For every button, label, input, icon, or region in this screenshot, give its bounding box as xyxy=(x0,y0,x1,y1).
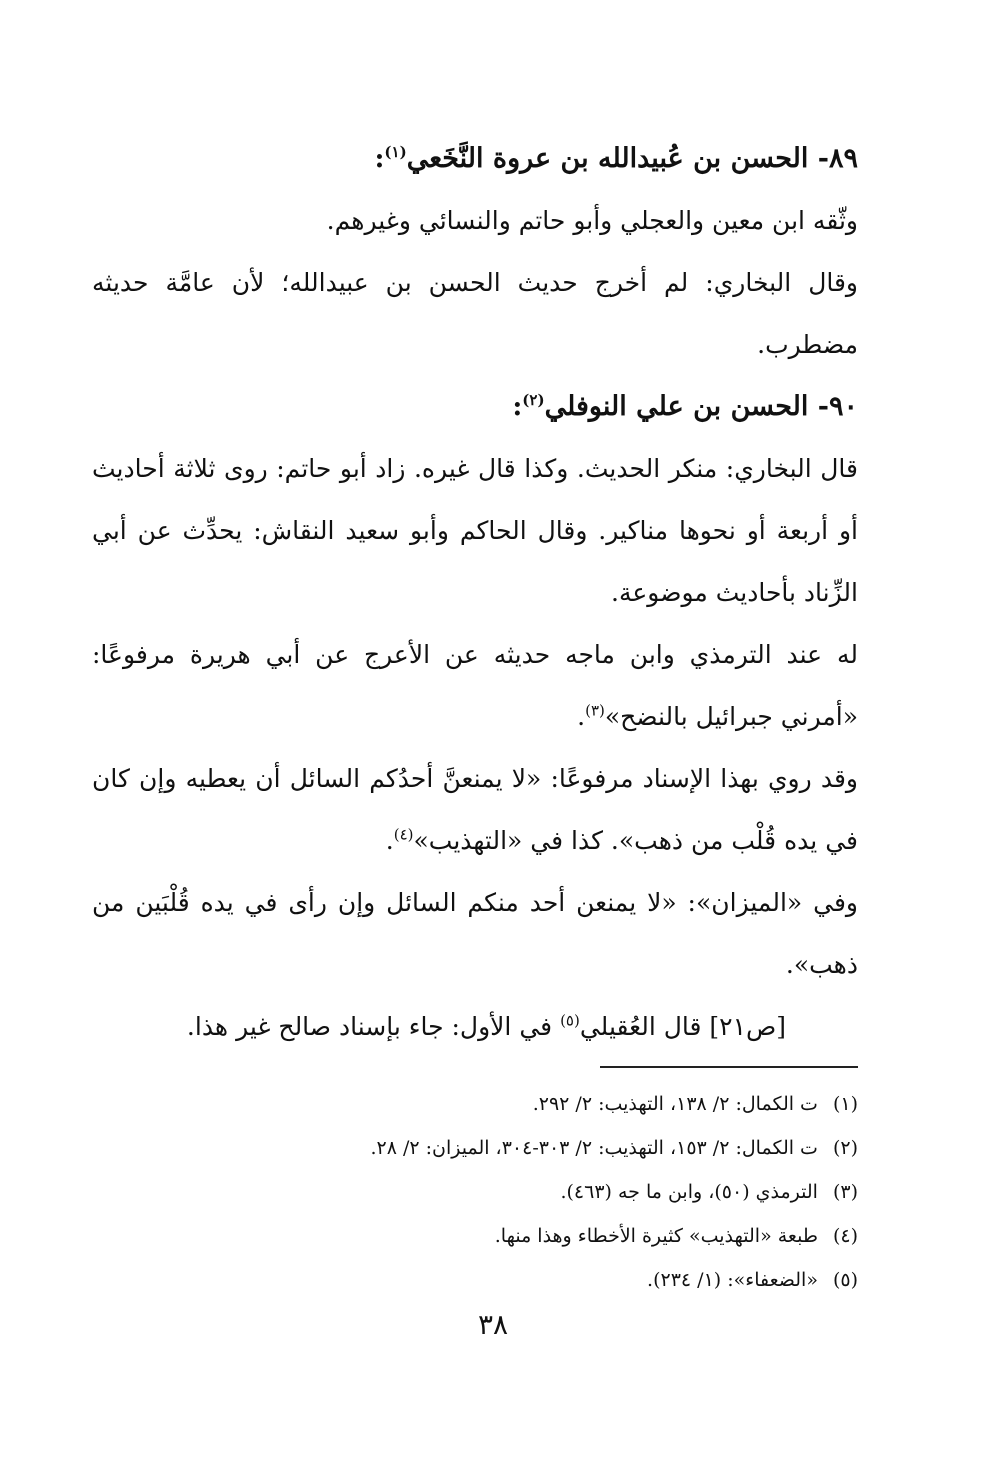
page-number: ٣٨ xyxy=(477,1308,509,1341)
paragraph-uqayli xyxy=(92,996,858,1058)
footnotes xyxy=(92,1082,858,1302)
paragraph: وقال البخاري: لم أخرج حديث الحسن بن عبيدالله؛ لأن عامَّة حديثه مضطرب. xyxy=(92,268,858,359)
footnote-1 xyxy=(92,1082,858,1126)
footnote-text: ت الكمال: ٢/ ١٣٨، التهذيب: ٢/ ٢٩٢. xyxy=(532,1093,818,1115)
footnote-text: «الضعفاء»: (١/ ٢٣٤). xyxy=(647,1269,818,1291)
footnote-ref-1[interactable]: (١) xyxy=(384,143,407,161)
entry-heading-colon: : xyxy=(374,143,385,174)
entry-heading-colon: : xyxy=(512,391,523,422)
footnote-text: ت الكمال: ٢/ ١٥٣، التهذيب: ٢/ ٣٠٣-٣٠٤، الميزان: ٢/ ٢٨. xyxy=(370,1137,818,1159)
footnote-4 xyxy=(92,1214,858,1258)
paragraph: وثّقه ابن معين والعجلي وأبو حاتم والنسائي وغيرهم. xyxy=(326,206,858,235)
footnote-number: (١) xyxy=(832,1093,858,1115)
paragraph-tail: . xyxy=(577,702,586,731)
paragraph-lead: [ص٢١] قال العُقيلي xyxy=(579,1012,786,1041)
entry-heading-text: ٨٩- الحسن بن عُبيدالله بن عروة النَّخَعي xyxy=(406,143,858,174)
entry-heading-90 xyxy=(92,376,858,438)
paragraph: قال البخاري: منكر الحديث. وكذا قال غيره. زاد أبو حاتم: روى ثلاثة أحاديث أو أربعة أو نحوها مناكير. وقال الحاكم وأبو سعيد النقاش: يحدِّث عن أبي الزِّناد بأحاديث موضوعة. xyxy=(92,454,858,607)
footnote-text: طبعة «التهذيب» كثيرة الأخطاء وهذا منها. xyxy=(494,1225,818,1247)
footnote-ref-5[interactable]: (٥) xyxy=(560,1011,580,1030)
paragraph-text: في الأول: جاء بإسناد صالح غير هذا. xyxy=(186,1012,561,1041)
footnote-5 xyxy=(92,1258,858,1302)
paragraph-isnad xyxy=(92,748,858,872)
paragraph-tail: . xyxy=(385,826,394,855)
entry-heading-text: ٩٠- الحسن بن علي النوفلي xyxy=(544,391,858,422)
paragraph-tirmidhi xyxy=(92,624,858,748)
footnote-number: (٢) xyxy=(832,1137,858,1159)
footnote-3 xyxy=(92,1170,858,1214)
footnote-ref-3[interactable]: (٣) xyxy=(585,701,605,720)
paragraph-text: له عند الترمذي وابن ماجه حديثه عن الأعرج عن أبي هريرة مرفوعًا: «أمرني جبرائيل بالنضح» xyxy=(92,640,858,731)
footnote-text: الترمذي (٥٠)، وابن ما جه (٤٦٣). xyxy=(560,1181,818,1203)
footnote-divider xyxy=(600,1066,858,1068)
main-text xyxy=(92,128,858,1058)
footnote-2 xyxy=(92,1126,858,1170)
footnote-ref-4[interactable]: (٤) xyxy=(393,825,414,844)
paragraph-mizan: وفي «الميزان»: «لا يمنعن أحد منكم السائل وإن رأى في يده قُلْبَين من ذهب». xyxy=(92,888,858,979)
paragraph-text: وقد روي بهذا الإسناد مرفوعًا: «لا يمنعنَّ أحدُكم السائل أن يعطيه وإن كان في يده قُلْب من ذهب». كذا في «التهذيب» xyxy=(92,764,858,855)
footnote-number: (٤) xyxy=(832,1225,858,1247)
footnote-number: (٣) xyxy=(832,1181,858,1203)
footnote-ref-2[interactable]: (٢) xyxy=(522,391,545,409)
footnote-number: (٥) xyxy=(832,1269,858,1291)
entry-heading-89 xyxy=(92,128,858,190)
